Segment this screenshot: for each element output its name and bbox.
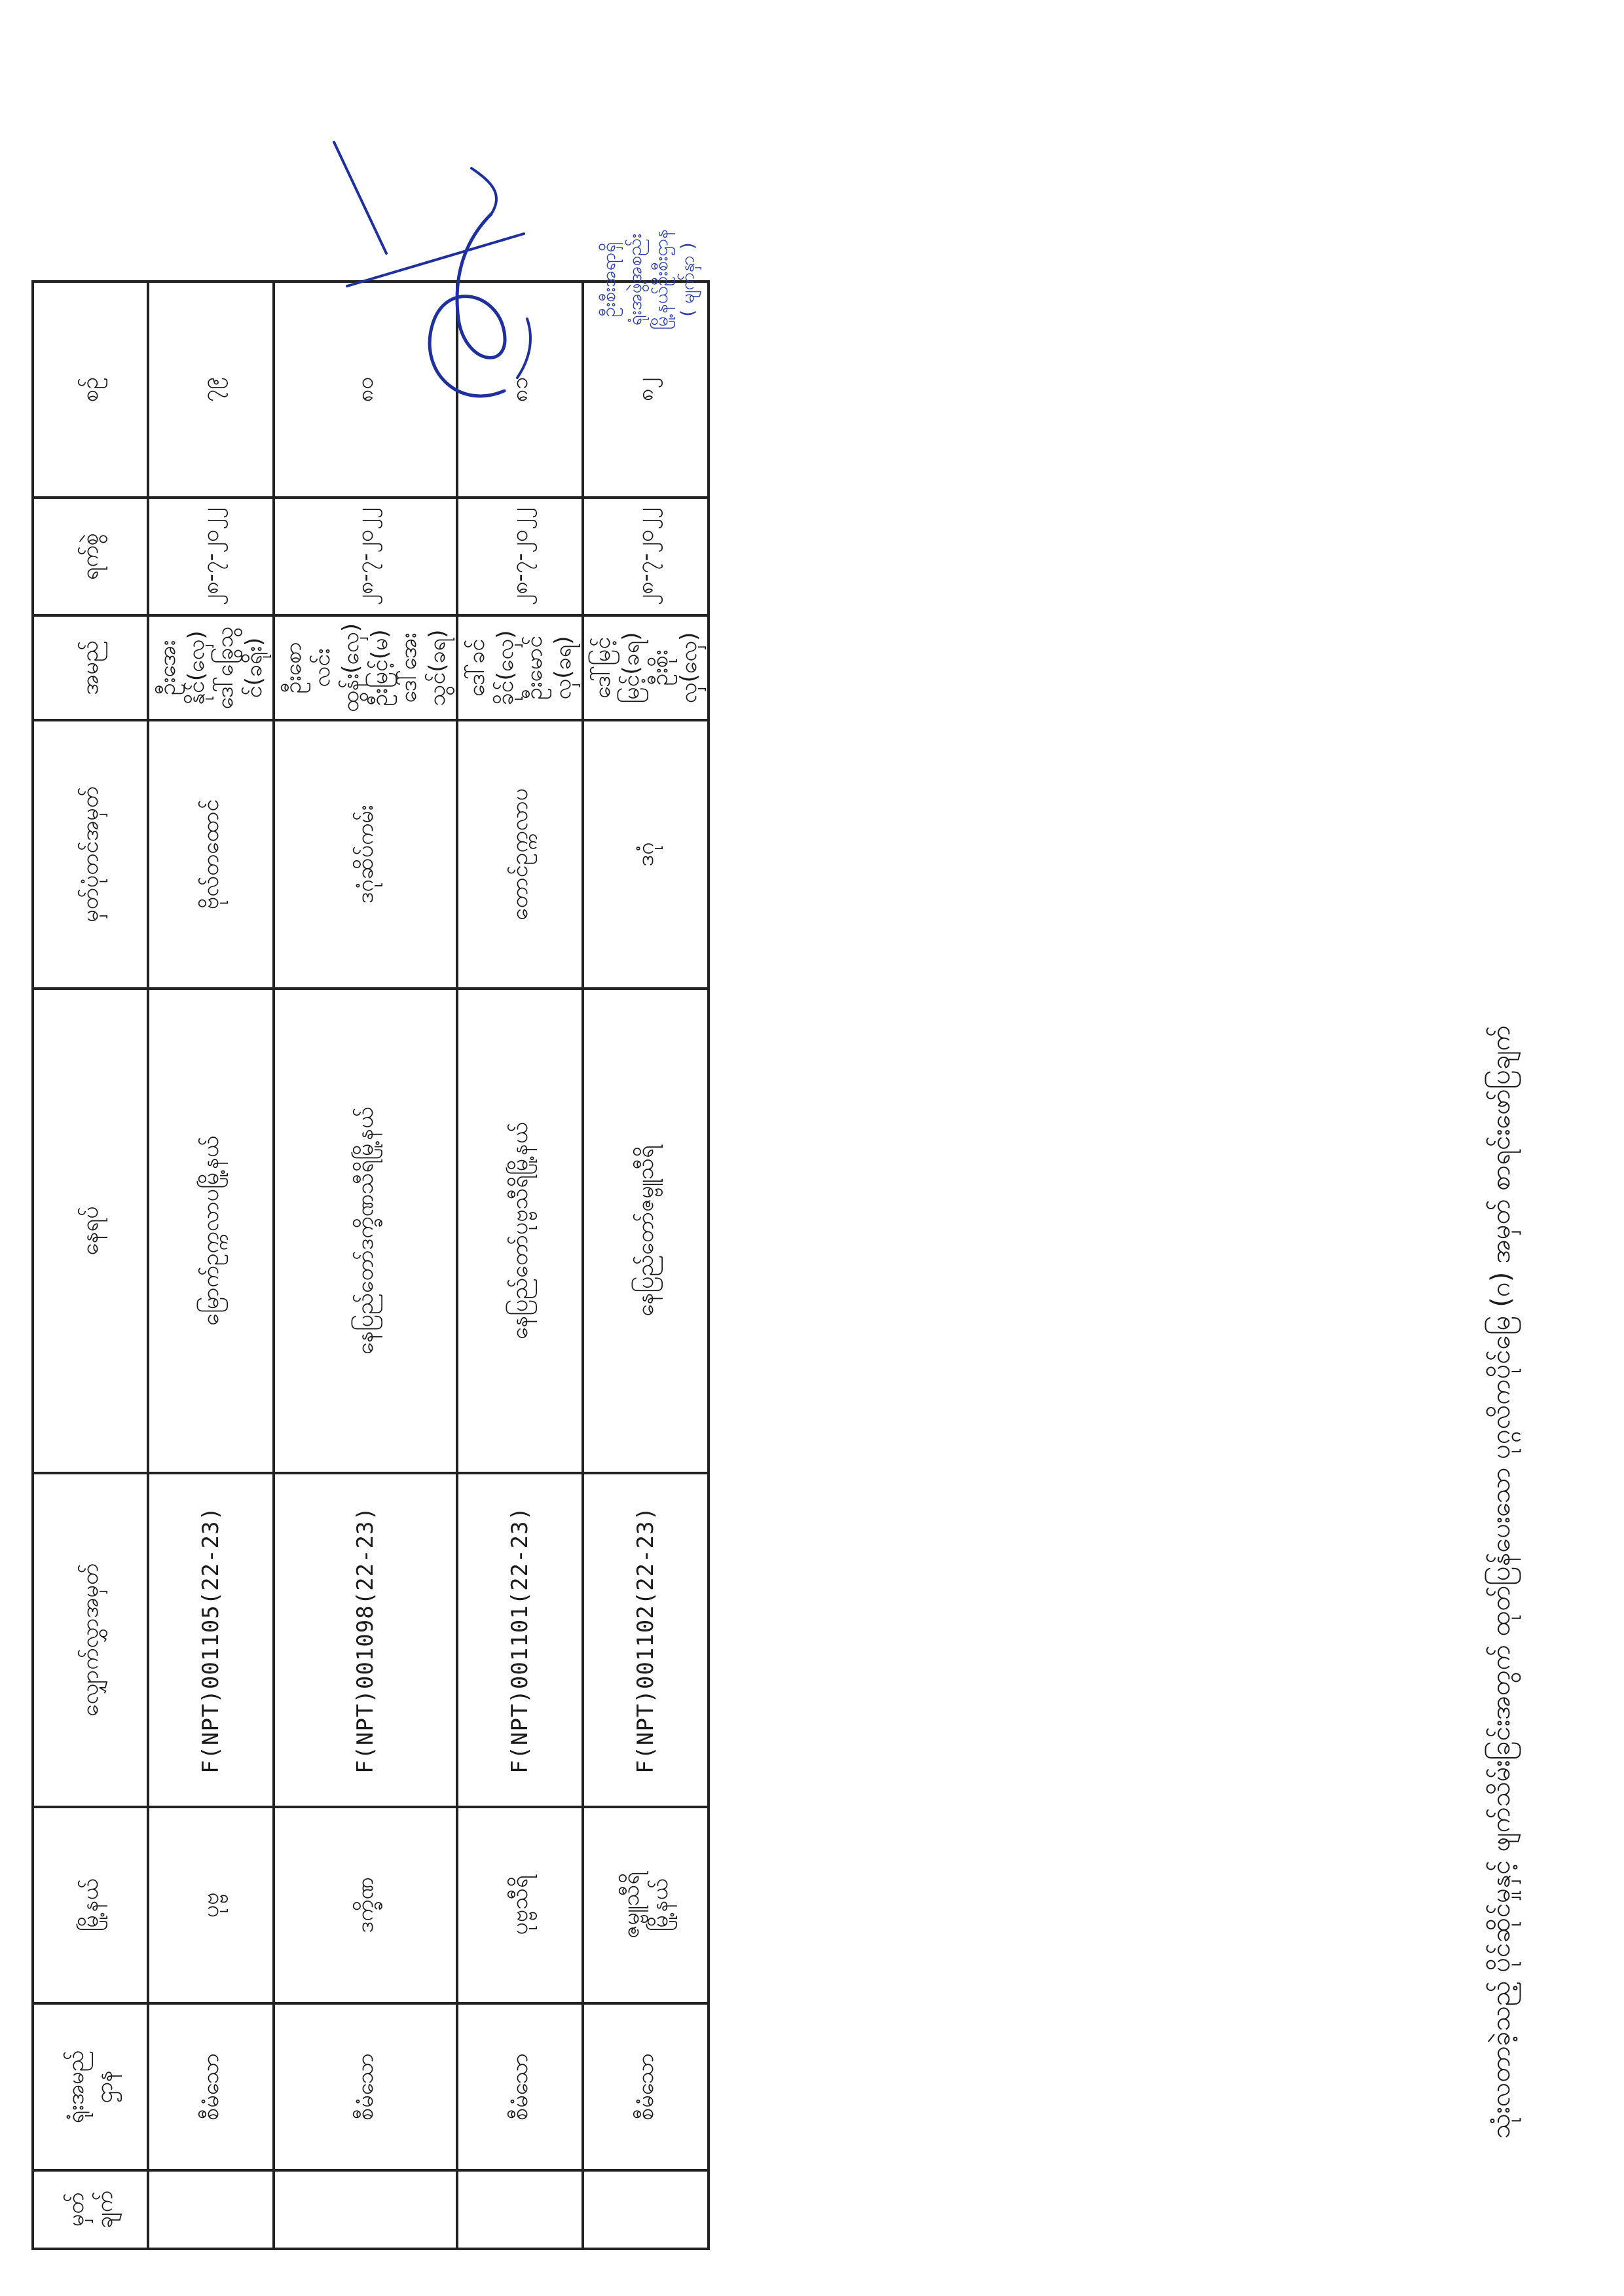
- cell-serial: ၇၉: [148, 282, 274, 498]
- header-remark: မှတ် ချက်: [33, 2170, 148, 2249]
- header-form-no: လျှောက်လွှာအမှတ်: [33, 1473, 148, 1807]
- cell-form-no: F(NPT)001105(22-23): [148, 1473, 274, 1807]
- cell-serial: ၈၁: [457, 282, 583, 498]
- cell-remark: [457, 2170, 583, 2249]
- cell-township: ဇမ္ဗူသီရိ မြို့နယ်: [583, 1807, 709, 2003]
- header-office: ရုံးအမည် ဌာန: [33, 2003, 148, 2170]
- cell-office: စီမံသော: [148, 2003, 274, 2170]
- cell-office: စီမံသော: [457, 2003, 583, 2170]
- cell-nrc: တောင်ဥက္ကလာပ: [457, 720, 583, 989]
- cell-remark: [274, 2170, 457, 2249]
- signature-block: [308, 109, 714, 450]
- stamp-line: ( မျက်နှာ ): [676, 242, 698, 317]
- handwritten-signature: [308, 109, 589, 450]
- header-township: မြို့နယ်: [33, 1807, 148, 2003]
- cell-date: ၂၈-၇-၂၀၂၂: [457, 498, 583, 615]
- cell-serial: ၈၀: [274, 282, 457, 498]
- table-row: [457, 282, 583, 2249]
- cell-name: ဦးအေးနိုင်(လှေ) ဒေါ်ခြွေသွင်(ခရိုး): [148, 615, 274, 720]
- header-nrc: မှတ်ပုံတင်အမှတ်: [33, 720, 148, 989]
- cell-remark: [148, 2170, 274, 2249]
- office-stamp: [596, 109, 701, 450]
- stamp-line: ရုံးအဖွဲ့အစည်း: [624, 233, 646, 326]
- header-date: ရက်စွဲ: [33, 498, 148, 615]
- header-row: [33, 282, 148, 2249]
- stamp-line: ဦးစီးအရာရှိ: [598, 242, 619, 318]
- cell-address: နေပြည်တော်ဇမ္ဗူသီရိ: [583, 989, 709, 1473]
- cell-date: ၂၈-၇-၂၀၂၂: [583, 498, 709, 615]
- cell-nrc: ဒဂုံ: [583, 720, 709, 989]
- cell-serial: ၈၂: [583, 282, 709, 498]
- cell-address: နေပြည်တော်ပုဗ္ဗသီရိမြို့နယ်: [457, 989, 583, 1473]
- cell-form-no: F(NPT)001102(22-23): [583, 1473, 709, 1807]
- cell-date: ၂၈-၇-၂၀၂၂: [148, 498, 274, 615]
- cell-form-no: F(NPT)001101(22-23): [457, 1473, 583, 1807]
- cell-township: ဒက္ခိဏ: [274, 1807, 457, 2003]
- cell-township: ပုဗ္ဗသီရိ: [457, 1807, 583, 2003]
- table-row: [148, 282, 274, 2249]
- header-address: နေရပ်: [33, 989, 148, 1473]
- cell-date: ၂၈-၇-၂၀၂၂: [274, 498, 457, 615]
- records-table: [31, 280, 710, 2250]
- stamp-line: မြို့နယ်ဦးစီးဌာန: [650, 229, 672, 330]
- cell-name: ဒေါ်ခင်ခိုင်(လှေ) ဦးမောင်လှ(ခရ): [457, 615, 583, 720]
- cell-name: ဦးစောလင်းထွန်း(လှေ) ဦးမြင့်(မ) ဒေါ်အေးသွင်(ခရ): [274, 615, 457, 720]
- cell-township: ပုဗ္ဗ: [148, 1807, 274, 2003]
- cell-office: စီမံသော: [274, 2003, 457, 2170]
- cell-address: မြောက်ဥက္ကလာပမြို့နယ်: [148, 989, 274, 1473]
- cell-nrc: ဒဂုံဆိပ်ကမ်း: [274, 720, 457, 989]
- cell-remark: [583, 2170, 709, 2249]
- cell-form-no: F(NPT)001098(22-23): [274, 1473, 457, 1807]
- cell-name: ဒေါ်မြင့်မြင့်(ခရ) ဦးစိုးလှ(လှေ): [583, 615, 709, 720]
- table-row: [274, 282, 457, 2249]
- table-row: [583, 282, 709, 2249]
- document-title: သုံးလတာခဲ့သည့် ပိုင်ဆိုင်မှုနှင့် ဖျက်သိမ်းခြင်းအတွက် ထုတ်ပြန်ပေးသော ပုဂ္ဂလိကပိုင်မြေ (ဂ) အမှတ် စာရင်းဖော်ပြချက်: [1486, 1025, 1516, 2139]
- cell-nrc: ဗိုလ်တထောင်: [148, 720, 274, 989]
- header-serial: စဉ်: [33, 282, 148, 498]
- cell-office: စီမံသော: [583, 2003, 709, 2170]
- header-name: အမည်: [33, 615, 148, 720]
- cell-address: နေပြည်တော်ဒက္ခိဏသီရိမြို့နယ်: [274, 989, 457, 1473]
